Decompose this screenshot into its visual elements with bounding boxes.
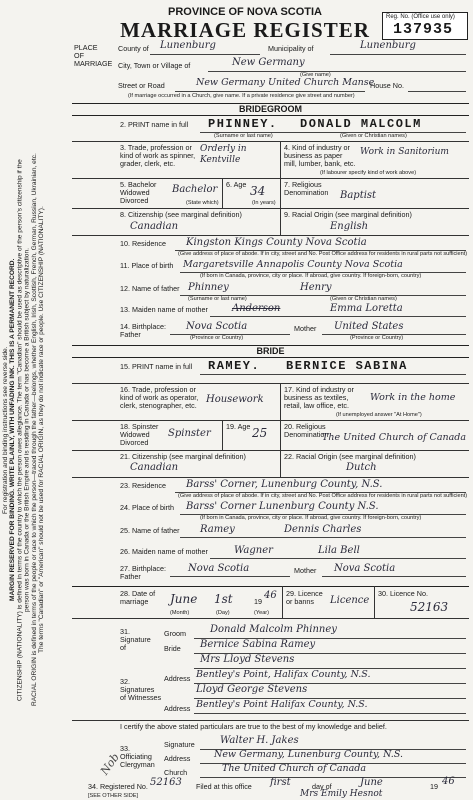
bride-father-label: 25. Name of father [120, 526, 180, 535]
groom-father-birthplace: Nova Scotia [186, 321, 248, 332]
certify-text: I certify the above stated particulars are true to the best of my knowledge and belief. [120, 722, 387, 731]
margin-line-3: CITIZENSHIP (NATIONALITY) is defined in terms of the country to which the person owes allegiance. The term "Canadian" should be used as descriptive of the person's citizenship if the person was born in Canada or the British Empire and is residing in Canada or has become a British subject by naturalization. [16, 159, 31, 701]
margin-line-2: MARGIN RESERVED FOR BINDING. WRITE PLAINLY, WITH UNFADING INK. THIS IS A PERMANENT RECORD. [9, 258, 17, 602]
issuer-signature: Mrs Emily Hesnot [300, 789, 383, 799]
bride-mother-label: 26. Maiden name of mother [120, 547, 208, 556]
groom-mother-given: Emma Loretta [330, 303, 403, 314]
groom-citizenship-label: 8. Citizenship (see marginal definition) [120, 210, 242, 219]
clergy-church-label: Church [164, 768, 188, 777]
groom-father-surname: Phinney [188, 282, 229, 293]
bride-religion: The United Church of Canada [322, 432, 467, 443]
groom-father-label: 12. Name of father [120, 284, 180, 293]
licence-type: Licence [330, 595, 370, 606]
bride-religion-label: 20. Religious Denomination [284, 422, 329, 439]
bride-status: Spinster [168, 428, 211, 439]
bride-status-label: 18. Spinster Widowed Divorced [120, 422, 159, 447]
county-label: County of [118, 44, 149, 53]
day-note: (Day) [216, 610, 230, 616]
bride-racial-label: 22. Racial Origin (see marginal definition) [284, 452, 416, 461]
signature-label: 31. Signature of [120, 627, 151, 652]
filed-year: 46 [442, 776, 455, 787]
city-label: City, Town or Village of [118, 61, 191, 70]
groom-industry-label: 4. Kind of industry or business as paper mill, lumber, bank, etc. [284, 143, 356, 168]
street-note: (If marriage occurred in a Church, give name. If a private residence give street and number) [128, 93, 355, 99]
groom-given: DONALD MALCOLM [300, 117, 422, 131]
licence-label: 29. Licence or banns [286, 589, 323, 606]
groom-residence-label: 10. Residence [120, 239, 166, 248]
groom-given-note: (Given or Christian names) [340, 133, 407, 139]
bride-mother-given: Lila Bell [318, 545, 360, 556]
bride-birthplace-label: 27. Birthplace: Father [120, 564, 166, 581]
bride-mother-birthplace: Nova Scotia [334, 563, 396, 574]
bride-signature: Bernice Sabina Ramey [200, 639, 316, 650]
bride-industry: Work in the home [370, 392, 456, 403]
groom-religion: Baptist [340, 190, 377, 201]
groom-status: Bachelor [172, 184, 218, 195]
bride-residence-label: 23. Residence [120, 481, 166, 490]
reg-box-label: Reg. No. (Office use only) [386, 14, 455, 20]
groom-sig-label: Groom [164, 629, 186, 638]
filed-year-prefix: 19 [430, 782, 438, 791]
street-label: Street or Road [118, 81, 165, 90]
clergy-addr-label: Address [164, 754, 191, 763]
groom-print-label: 2. PRINT name in full [120, 120, 189, 129]
marriage-year: 46 [264, 590, 277, 601]
groom-citizenship: Canadian [130, 221, 179, 232]
licence-no-label: 30. Licence No. [378, 589, 428, 598]
county-value: Lunenburg [160, 40, 216, 51]
binding-margin [0, 0, 68, 800]
groom-racial-label: 9. Racial Origin (see marginal definition) [284, 210, 412, 219]
bride-surname: RAMEY. [208, 359, 261, 373]
witness1-signature: Mrs Lloyd Stevens [200, 654, 295, 665]
city-note: (Give name) [300, 72, 331, 78]
witness2-addr-label: Address [164, 704, 191, 713]
bridegroom-heading: BRIDEGROOM [72, 103, 469, 116]
groom-mother-label: 13. Maiden name of mother [120, 305, 208, 314]
bride-trade-label: 16. Trade, profession or kind of work as operator, clerk, stenographer, etc. [120, 385, 199, 410]
groom-province-note-f: (Province or Country) [190, 335, 244, 341]
bride-given: BERNICE SABINA [286, 359, 408, 373]
groom-birthplace-label: 14. Birthplace: Father [120, 322, 166, 339]
groom-trade-label: 3. Trade, profession or kind of work as spinner, grader, clerk, etc. [120, 143, 196, 168]
groom-mother-birthplace: United States [334, 321, 404, 332]
place-of-marriage-label: PLACE OF MARRIAGE [74, 43, 113, 68]
city-value: New Germany [232, 57, 305, 68]
groom-racial: English [330, 221, 369, 232]
bride-birth-label: 24. Place of birth [120, 503, 174, 512]
groom-signature: Donald Malcolm Phinney [210, 624, 337, 635]
margin-instructions [2, 150, 66, 710]
bride-citizenship: Canadian [130, 462, 179, 473]
marriage-month: June [170, 592, 198, 606]
page-title: MARRIAGE REGISTER [120, 18, 370, 42]
bride-age-label: 19. Age [226, 422, 251, 431]
groom-father-given-note: (Given or Christian names) [330, 296, 397, 302]
margin-line-1: For registration and binding instructions see reverse side. [2, 346, 9, 514]
bride-sig-label: Bride [164, 644, 181, 653]
registration-number-box [382, 12, 468, 40]
bride-mother-birthplace-label: Mother [294, 566, 317, 575]
groom-industry: Work in Sanitorium [360, 147, 449, 157]
bride-racial: Dutch [346, 462, 377, 473]
bride-father-surname: Ramey [200, 524, 235, 535]
groom-industry-note: (If labourer specify kind of work above) [320, 170, 417, 176]
clergy-signature: Walter H. Jakes [220, 735, 299, 746]
marriage-day: 1st [214, 592, 233, 606]
bride-mother-surname: Wagner [234, 545, 273, 556]
bride-citizenship-label: 21. Citizenship (see marginal definition) [120, 452, 246, 461]
groom-residence-note: (Give address of place of abode. If in city, street and No. Post Office address for residents in rural parts not sufficient) [178, 251, 468, 257]
municipality-value: Lunenburg [360, 40, 416, 51]
clergy-address: New Germany, Lunenburg County, N.S. [214, 749, 404, 760]
municipality-label: Municipality of [268, 44, 314, 53]
bride-print-label: 15. PRINT name in full [120, 362, 193, 371]
bride-birth-note: (If born in Canada, province, city or place. If abroad, give country. If foreign-born, country) [200, 515, 422, 521]
bride-birthplace: Barss' Corner Lunenburg County N.S. [186, 501, 379, 512]
witness2-address: Bentley's Point Halifax County, N.S. [196, 699, 368, 710]
province-heading: PROVINCE OF NOVA SCOTIA [167, 6, 322, 18]
groom-status-note: (State which) [186, 200, 219, 206]
clergy-label: 33. Officiating Clergyman [120, 744, 155, 769]
groom-age-note: (In years) [252, 200, 276, 206]
bride-father-given: Dennis Charles [284, 524, 362, 535]
see-other-side: [SEE OTHER SIDE] [88, 793, 139, 799]
bride-industry-label: 17. Kind of industry or business as textiles, retail, law office, etc. [284, 385, 354, 410]
groom-age-label: 6. Age [226, 180, 247, 189]
filed-label: Filed at this office [196, 782, 252, 791]
groom-residence: Kingston Kings County Nova Scotia [186, 237, 367, 248]
day-of-label: day of [312, 782, 332, 791]
house-label: House No. [370, 81, 404, 90]
groom-birth-label: 11. Place of birth [120, 261, 174, 270]
groom-province-note-m: (Province or Country) [350, 335, 404, 341]
groom-birth-note: (If born in Canada, province, city or place. If abroad, give country. If foreign-born, country) [200, 273, 422, 279]
groom-father-given: Henry [300, 282, 332, 293]
bride-residence: Barss' Corner, Lunenburg County, N.S. [186, 479, 383, 490]
groom-birthplace: Margaretsville Annapolis County Nova Scotia [183, 259, 403, 270]
groom-father-surname-note: (Surname or last name) [188, 296, 247, 302]
bride-residence-note: (Give address of place of abode. If in city, street and No. Post Office address for residents in rural parts not sufficient) [178, 493, 468, 499]
witness1-addr-label: Address [164, 674, 191, 683]
groom-trade: Orderly in Kentville [200, 144, 247, 165]
bride-industry-note: (If unemployed answer "At Home") [336, 412, 422, 418]
groom-age: 34 [250, 184, 266, 198]
licence-number: 52163 [410, 600, 449, 614]
year-prefix: 19 [254, 597, 262, 606]
groom-religion-label: 7. Religious Denomination [284, 180, 329, 197]
bride-father-birthplace: Nova Scotia [188, 563, 250, 574]
street-value: New Germany United Church Manse [196, 77, 375, 88]
officer-stamp: Nob [97, 750, 122, 778]
clergy-church: The United Church of Canada [222, 763, 367, 774]
registered-number: 52163 [150, 777, 182, 788]
clergy-sig-label: Signature [164, 740, 195, 749]
registered-label: 34. Registered No. [88, 782, 148, 791]
filed-month: June [360, 777, 383, 788]
groom-mother-surname: Anderson [232, 303, 281, 314]
groom-mother-birthplace-label: Mother [294, 324, 317, 333]
year-note: (Year) [254, 610, 270, 616]
margin-line-4: RACIAL ORIGIN is defined in terms of the people or race to which the person—traced through the father—belongs, whether English, Irish, Scottish, French, German, Russian, Ukrainian, etc. The terms "Canadian" or "American" should not be used for RACIAL ORIGIN, as they do not indicate race or people. Use CITIZENSHIP (NATIONALITY). [30, 153, 46, 707]
witness1-address: Bentley's Point, Halifax County, N.S. [196, 669, 371, 680]
bride-trade: Housework [206, 394, 264, 405]
groom-surname: PHINNEY. [208, 117, 278, 131]
witness2-signature: Lloyd George Stevens [196, 684, 308, 695]
date-label: 28. Date of marriage [120, 589, 156, 606]
witness-label: 32. Signatures of Witnesses [120, 677, 162, 702]
bride-age: 25 [252, 426, 268, 440]
reg-number: 137935 [393, 21, 454, 38]
groom-surname-note: (Surname or last name) [214, 133, 273, 139]
groom-status-label: 5. Bachelor Widowed Divorced [120, 180, 157, 205]
filed-day: first [270, 777, 291, 788]
bride-heading: BRIDE [72, 345, 469, 358]
month-note: (Month) [170, 610, 190, 616]
